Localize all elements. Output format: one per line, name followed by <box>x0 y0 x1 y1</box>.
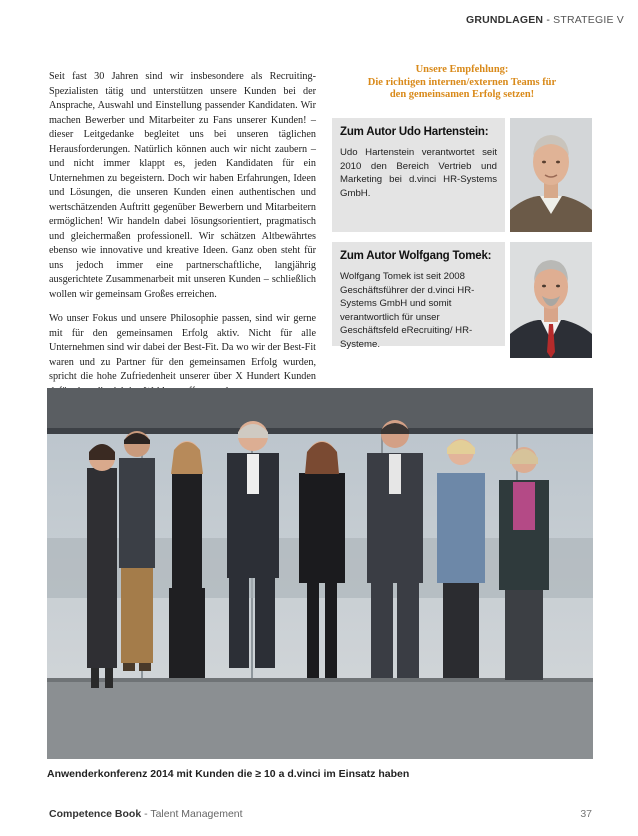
header-separator: - <box>543 14 554 26</box>
author-portrait-hartenstein <box>510 118 592 232</box>
author-title: Zum Autor Udo Hartenstein: <box>340 126 489 138</box>
author-box-tomek <box>332 242 505 350</box>
header-subsection: STRATEGIE V <box>553 14 624 26</box>
article-body <box>49 70 316 409</box>
header-section: GRUNDLAGEN <box>465 14 544 26</box>
footer-book-title: Competence Book <box>49 808 142 820</box>
body-paragraph-2: Wo unser Fokus und unsere Philosophie passen, sind wir gerne mit für den gemeinsamen Erfolg aktiv. Nicht für alle Unternehmen sind wir dabei der Best-Fit. Da wo wir der Best-Fit waren und zu Partner für den gemeinsamen Erfolg wurden, spricht die hohe Zufriedenheit unserer über X Hundert Kunden <box>49 313 316 382</box>
page-number: 37 <box>580 808 592 820</box>
author-box-hartenstein <box>332 118 505 232</box>
photo-caption: Anwenderkonferenz 2014 mit Kunden die ≥ 10 a d.vinci im Einsatz haben <box>47 768 410 780</box>
author-portrait-tomek <box>510 242 592 358</box>
recommendation-line-2: Die richtigen internen/externen Teams für <box>367 76 557 88</box>
recommendation-line-1: Unsere Empfehlung: <box>415 64 509 75</box>
running-footer <box>49 808 243 820</box>
author-bio: Udo Hartenstein verantwortet seit 2010 den Bereich Vertrieb und Marketing bei d.vinci HR-Systems GmbH. <box>340 147 497 199</box>
recommendation-callout <box>332 64 592 102</box>
author-bio: Wolfgang Tomek ist seit 2008 Geschäftsführer der d.vinci HR-Systems GmbH und somit verantwortlich für unser Geschäftsfeld eRecruiting/ HR-Systeme. <box>340 271 475 350</box>
recommendation-line-3: den gemeinsamen Erfolg setzen! <box>389 89 535 100</box>
footer-separator: - <box>141 808 151 820</box>
author-title: Zum Autor Wolfgang Tomek: <box>340 250 492 262</box>
running-header <box>466 14 624 26</box>
body-paragraph-1: Seit fast 30 Jahren sind wir insbesondere als Recruiting-Spezialisten tätig und unterstützen unsere Kunden bei der Ansprache, Auswahl und Einstellung passender Kandidaten. Wir machen Bewerber und Mitarbeiter zu Fans unserer Kunden! – dieser Leitgedanke begleitet uns bei unseren täglichen Herausforderungen. Natürlich können auch wir nicht zaubern – und nicht immer klappt es, jeden Kandidaten für ein Unternehmen zu begeistern. Doch wir haben Erfahrungen, Ideen und Lösungen, die unseren Kunden einen authentischen und wertschätzenden Auftritt gegenüber Bewerbern und Mitarbeitern ermöglichen! Wir handeln dabei lösungsorientiert, pragmatisch und gleichermaßen professionell. Wir schätzen Altbewährtes ebenso wie innovative und kreative Ideen. Ganz oben steht für uns jedoch immer eine partnerschaftliche, langjährig ausgerichtete Zusammenarbeit mit unseren Kunden – schließlich wollen wir gemeinsam Großes erreichen. <box>49 71 316 300</box>
footer-topic: Talent Management <box>150 808 243 820</box>
group-photo <box>47 388 593 759</box>
